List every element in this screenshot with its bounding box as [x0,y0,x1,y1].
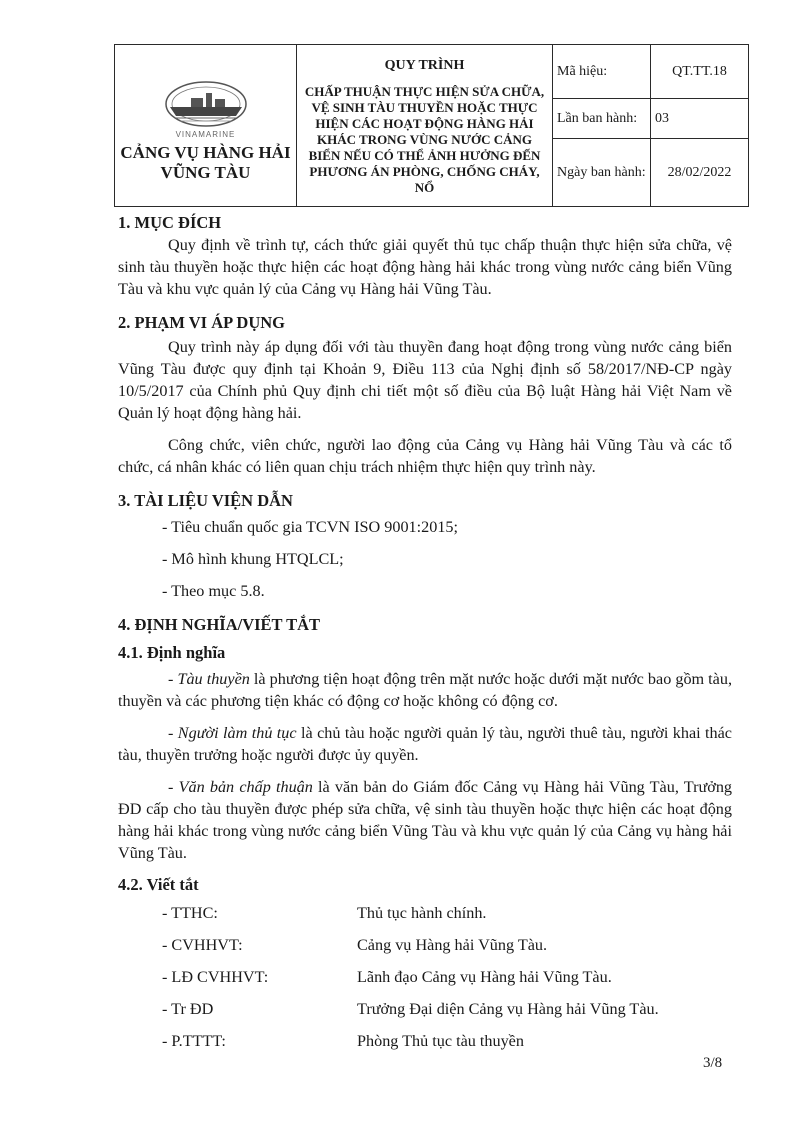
document-type: QUY TRÌNH [384,57,465,73]
abbreviation-row [118,1030,732,1052]
abbreviation-row [118,902,732,924]
issue-value: 03 [651,99,749,139]
abbreviation-key: - TTHC: [162,904,218,922]
document-header-table [114,44,749,207]
section-1-paragraph: Quy định về trình tự, cách thức giải quyết thủ tục chấp thuận thực hiện sửa chữa, vệ sinh tàu thuyền hoặc thực hiện các hoạt động hàng hải khác trong vùng nước cảng biển Vũng Tàu và khu vực quản lý của Cảng vụ Hàng hải Vũng Tàu. [118,236,732,298]
definition-dash: - [168,670,178,688]
procedure-title-cell [297,45,553,207]
organization-name: CẢNG VỤ HÀNG HẢI VŨNG TÀU [120,143,291,182]
definition-paragraph [118,668,732,712]
page-number: 3/8 [703,1055,723,1071]
abbreviation-meaning: Cảng vụ Hàng hải Vũng Tàu. [357,936,548,954]
date-value: 28/02/2022 [651,139,749,207]
abbreviation-key: - LĐ CVHHVT: [162,968,269,986]
section-4-heading: 4. ĐỊNH NGHĨA/VIẾT TẮT [118,615,321,634]
section-3-heading: 3. TÀI LIỆU VIỆN DẪN [118,491,293,510]
abbreviation-meaning: Phòng Thủ tục tàu thuyền [357,1032,524,1050]
code-value: QT.TT.18 [651,45,749,99]
document-body [118,212,732,1052]
section-2-paragraph-1: Quy trình này áp dụng đối với tàu thuyền đang hoạt động trong vùng nước cảng biển Vũng Tàu được quy định tại Khoản 9, Điều 113 của Nghị định số 58/2017/NĐ-CP ngày 10/5/2017 của Chính phủ Quy định chi tiết một số điều của Bộ luật Hàng hải Việt Nam về Quản lý hoạt động hàng hải. [118,338,732,422]
definition-text: là phương tiện hoạt động trên mặt nước hoặc dưới mặt nước bao gồm tàu, thuyền và các phương tiện khác có động cơ hoặc không có động cơ. [118,670,733,710]
procedure-title: CHẤP THUẬN THỰC HIỆN SỬA CHỮA, VỆ SINH TÀU THUYỀN HOẶC THỰC HIỆN CÁC HOẠT ĐỘNG HÀNG HẢI KHÁC TRONG VÙNG NƯỚC CẢNG BIỂN NẾU CÓ THỂ ẢNH HƯỞNG ĐẾN PHƯƠNG ÁN PHÒNG, CHỐNG CHÁY, NỔ [304,83,545,195]
definition-text: là văn bản do Giám đốc Cảng vụ Hàng hải Vũng Tàu, Trưởng ĐD cấp cho tàu thuyền được phép sửa chữa, vệ sinh tàu thuyền hoặc thực hiện các hoạt động hàng hải khác trong vùng nước cảng biển Vũng Tàu và khu vực quản lý của Cảng vụ hàng hải Vũng Tàu. [118,778,733,862]
definition-term: Tàu thuyền [177,670,250,688]
abbreviation-meaning: Thủ tục hành chính. [357,904,487,922]
definition-text: là chủ tàu hoặc người quản lý tàu, người thuê tàu, người khai thác tàu, thuyền trưởng hoặc người được ủy quyền. [118,724,732,764]
section-2-heading: 2. PHẠM VI ÁP DỤNG [118,313,285,332]
abbreviation-row [118,934,732,956]
abbreviation-meaning: Trưởng Đại diện Cảng vụ Hàng hải Vũng Tàu. [357,1000,659,1018]
reference-item: - Tiêu chuẩn quốc gia TCVN ISO 9001:2015; [162,518,459,536]
abbreviation-meaning: Lãnh đạo Cảng vụ Hàng hải Vũng Tàu. [357,968,612,986]
definition-dash: - [168,778,179,796]
date-label: Ngày ban hành: [553,139,651,207]
abbreviation-row [118,966,732,988]
organization-cell [115,45,297,207]
code-label: Mã hiệu: [553,45,651,99]
subsection-4-1-heading: 4.1. Định nghĩa [118,643,226,662]
definition-dash: - [168,724,178,742]
definition-term: Văn bản chấp thuận [178,778,313,796]
section-2-paragraph-2: Công chức, viên chức, người lao động của Cảng vụ Hàng hải Vũng Tàu và các tổ chức, cá nhân khác có liên quan chịu trách nhiệm thực hiện quy trình này. [118,436,732,476]
subsection-4-2-heading: 4.2. Viết tắt [118,875,199,894]
definition-paragraph [118,776,732,864]
section-1-heading: 1. MỤC ĐÍCH [118,213,222,232]
definition-paragraph [118,722,732,766]
abbreviation-row [118,998,732,1020]
abbreviation-key: - Tr ĐD [162,1000,214,1018]
abbreviation-key: - P.TTTT: [162,1032,226,1050]
issue-label: Lần ban hành: [553,99,651,139]
logo-caption: VINAMARINE [175,130,236,139]
abbreviation-key: - CVHHVT: [162,936,243,954]
definition-term: Người làm thủ tục [177,724,297,742]
reference-item: - Theo mục 5.8. [162,582,265,600]
reference-item: - Mô hình khung HTQLCL; [162,550,344,568]
